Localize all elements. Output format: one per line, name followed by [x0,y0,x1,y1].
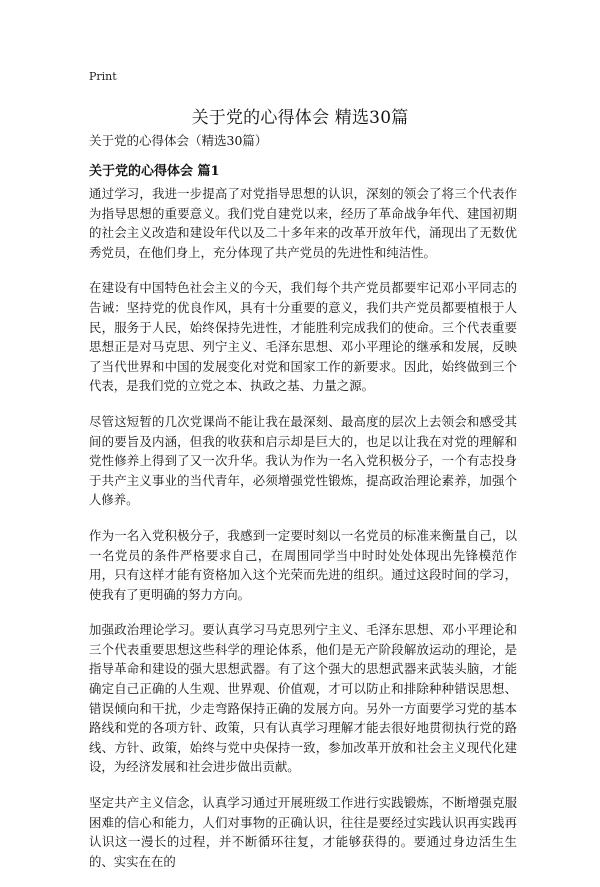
page-title: 关于党的心得体会 精选30篇 [191,108,409,128]
print-link[interactable]: Print [89,70,117,83]
section-heading: 关于党的心得体会 篇1 [89,164,220,179]
paragraph-2: 在建设有中国特色社会主义的今天，我们每个共产党员都要牢记邓小平同志的告诫：坚持党的优良作风，具有十分重要的意义，我们共产党员都要植根于人民，服务于人民，始终保持先进性，才能胜利完成我们的使命。三个代表重要思想正是对马克思、列宁主义、毛泽东思想、邓小平理论的继承和发展，反映了当代世界和中国的发展变化对党和国家工作的新要求。因此，始终做到三个代表，是我们党的立党之本、执政之基、力量之源。 [89,280,517,394]
article-body [89,184,517,887]
document-subtitle: 关于党的心得体会（精选30篇） [89,133,268,148]
paragraph-5: 加强政治理论学习。要认真学习马克思列宁主义、毛泽东思想、邓小平理论和三个代表重要思想这些科学的理论体系，他们是无产阶段解放运动的理论，是指导革命和建设的强大思想武器。有了这个强大的思想武器来武装头脑，才能确定自己正确的人生观、世界观、价值观，才可以防止和排除种种错误思想、错误倾向和干扰，少走弯路保持正确的发展方向。另外一方面要学习党的基本路线和党的各项方针、政策，只有认真学习理解才能去很好地贯彻执行党的路线、方针、政策，始终与党中央保持一致，参加改革开放和社会主义现代化建设，为经济发展和社会进步做出贡献。 [89,622,517,775]
paragraph-6: 坚定共产主义信念，认真学习通过开展班级工作进行实践锻炼，不断增强克服困难的信心和能力，人们对事物的正确认识，往往是要经过实践认识再实践再认识这一漫长的过程，并不断循环往复，才能够获得的。要通过身边活生生的、实实在在的 [89,795,517,869]
paragraph-1: 通过学习，我进一步提高了对党指导思想的认识，深刻的领会了将三个代表作为指导思想的重要意义。我们党自建党以来，经历了革命战争年代、建国初期的社会主义改造和建设年代以及二十多年来的改革开放年代，涌现出了无数优秀党员，在他们身上，充分体现了共产党员的先进性和纯洁性。 [89,186,517,260]
paragraph-4: 作为一名入党积极分子，我感到一定要时刻以一名党员的标准来衡量自己，以一名党员的条件严格要求自己，在周围同学当中时时处处体现出先锋模范作用，只有这样才能有资格加入这个光荣而先进的组织。通过这段时间的学习，使我有了更明确的努力方向。 [89,527,517,602]
paragraph-3: 尽管这短暂的几次党课尚不能让我在最深刻、最高度的层次上去领会和感受其间的要旨及内涵，但我的收获和启示却是巨大的，也足以让我在对党的理解和党性修养上得到了又一次升华。我认为作为一名入党积极分子，一个有志投身于共产主义事业的当代青年，必须增强党性锻炼，提高政治理论素养，加强个人修养。 [89,413,517,508]
